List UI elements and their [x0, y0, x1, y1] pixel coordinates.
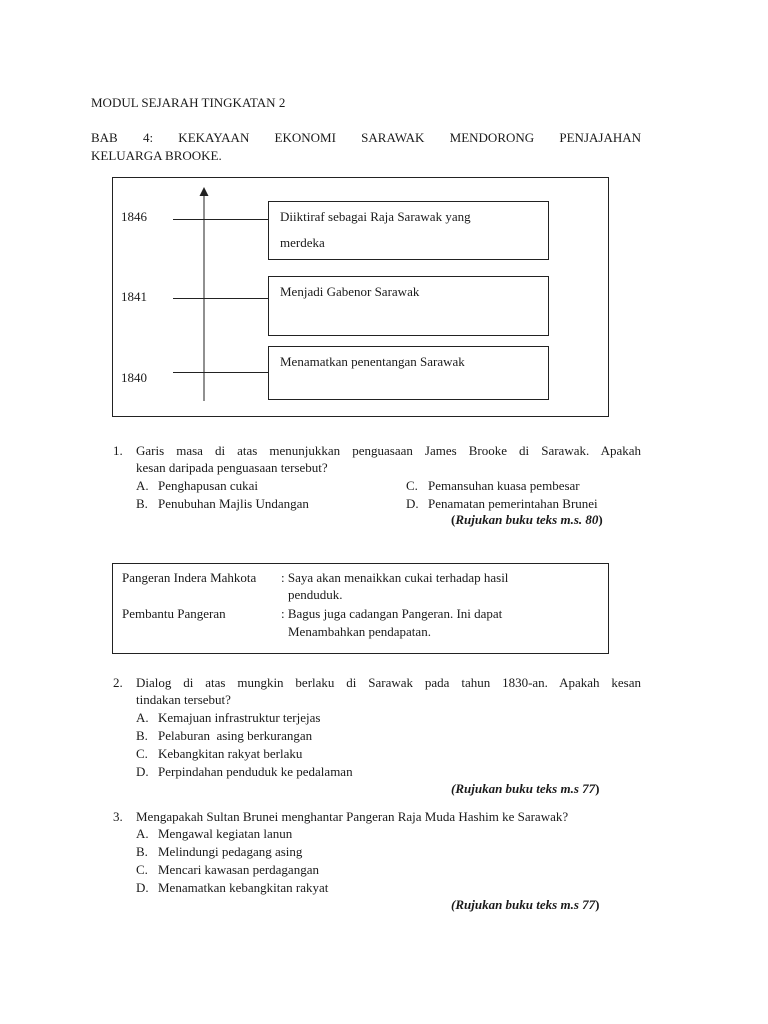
dialog-speaker: Pembantu Pangeran [122, 606, 226, 621]
question-number: 3. [113, 809, 123, 824]
timeline-event-text: Menjadi Gabenor Sarawak [280, 284, 420, 299]
textbook-reference: (Rujukan buku teks m.s 77) [451, 897, 600, 912]
option-text: Kemajuan infrastruktur terjejas [158, 710, 321, 725]
chapter-title-line2: KELUARGA BROOKE. [91, 148, 222, 163]
question-stem: tindakan tersebut? [136, 692, 231, 707]
option-letter: C. [136, 862, 148, 877]
module-title: MODUL SEJARAH TINGKATAN 2 [91, 95, 286, 110]
question-stem: kesan daripada penguasaan tersebut? [136, 460, 328, 475]
timeline-connector [173, 372, 269, 373]
question-stem: Dialog di atas mungkin berlaku di Sarawak pada tahun 1830-an. Apakah kesan [136, 675, 641, 690]
option-letter: B. [136, 496, 148, 511]
option-text: Pelaburan asing berkurangan [158, 728, 313, 743]
dialog-line: : Bagus juga cadangan Pangeran. Ini dapat [281, 606, 503, 621]
option-letter: D. [136, 880, 149, 895]
option-text: Kebangkitan rakyat berlaku [158, 746, 303, 761]
timeline-event-box [268, 276, 549, 336]
option-text: Penamatan pemerintahan Brunei [428, 496, 598, 511]
timeline-year: 1846 [121, 209, 147, 224]
option-text: Penghapusan cukai [158, 478, 259, 493]
option-text: Mencari kawasan perdagangan [158, 862, 319, 877]
timeline-event-text: Diiktiraf sebagai Raja Sarawak yang [280, 209, 471, 224]
timeline-year: 1841 [121, 289, 147, 304]
option-letter: D. [136, 764, 149, 779]
option-letter: A. [136, 478, 149, 493]
timeline-connector [173, 219, 269, 220]
option-letter: C. [136, 746, 148, 761]
timeline-connector [173, 298, 269, 299]
dialog-box [112, 563, 609, 654]
option-letter: A. [136, 826, 149, 841]
option-text: Melindungi pedagang asing [158, 844, 303, 859]
dialog-speaker: Pangeran Indera Mahkota [122, 570, 257, 585]
question-stem: Mengapakah Sultan Brunei menghantar Pangeran Raja Muda Hashim ke Sarawak? [136, 809, 569, 824]
option-text: Pemansuhan kuasa pembesar [428, 478, 580, 493]
dialog-line: penduduk. [288, 587, 343, 602]
textbook-reference: (Rujukan buku teks m.s. 80) [451, 512, 603, 527]
option-text: Menamatkan kebangkitan rakyat [158, 880, 329, 895]
chapter-title-line1: BAB 4: KEKAYAAN EKONOMI SARAWAK MENDORONG PENJAJAHAN [91, 130, 641, 145]
option-letter: B. [136, 728, 148, 743]
question-number: 2. [113, 675, 123, 690]
question-stem: Garis masa di atas menunjukkan penguasaan James Brooke di Sarawak. Apakah [136, 443, 641, 458]
option-letter: C. [406, 478, 418, 493]
option-letter: B. [136, 844, 148, 859]
option-letter: A. [136, 710, 149, 725]
option-text: Perpindahan penduduk ke pedalaman [158, 764, 353, 779]
timeline-event-text: merdeka [280, 235, 325, 250]
option-text: Mengawal kegiatan lanun [158, 826, 293, 841]
question-number: 1. [113, 443, 123, 458]
timeline-event-text: Menamatkan penentangan Sarawak [280, 354, 465, 369]
textbook-reference: (Rujukan buku teks m.s 77) [451, 781, 600, 796]
timeline-event-box [268, 346, 549, 400]
timeline-year: 1840 [121, 370, 147, 385]
timeline-event-box [268, 201, 549, 260]
option-text: Penubuhan Majlis Undangan [158, 496, 309, 511]
option-letter: D. [406, 496, 419, 511]
dialog-line: Menambahkan pendapatan. [288, 624, 431, 639]
dialog-line: : Saya akan menaikkan cukai terhadap hasil [281, 570, 509, 585]
